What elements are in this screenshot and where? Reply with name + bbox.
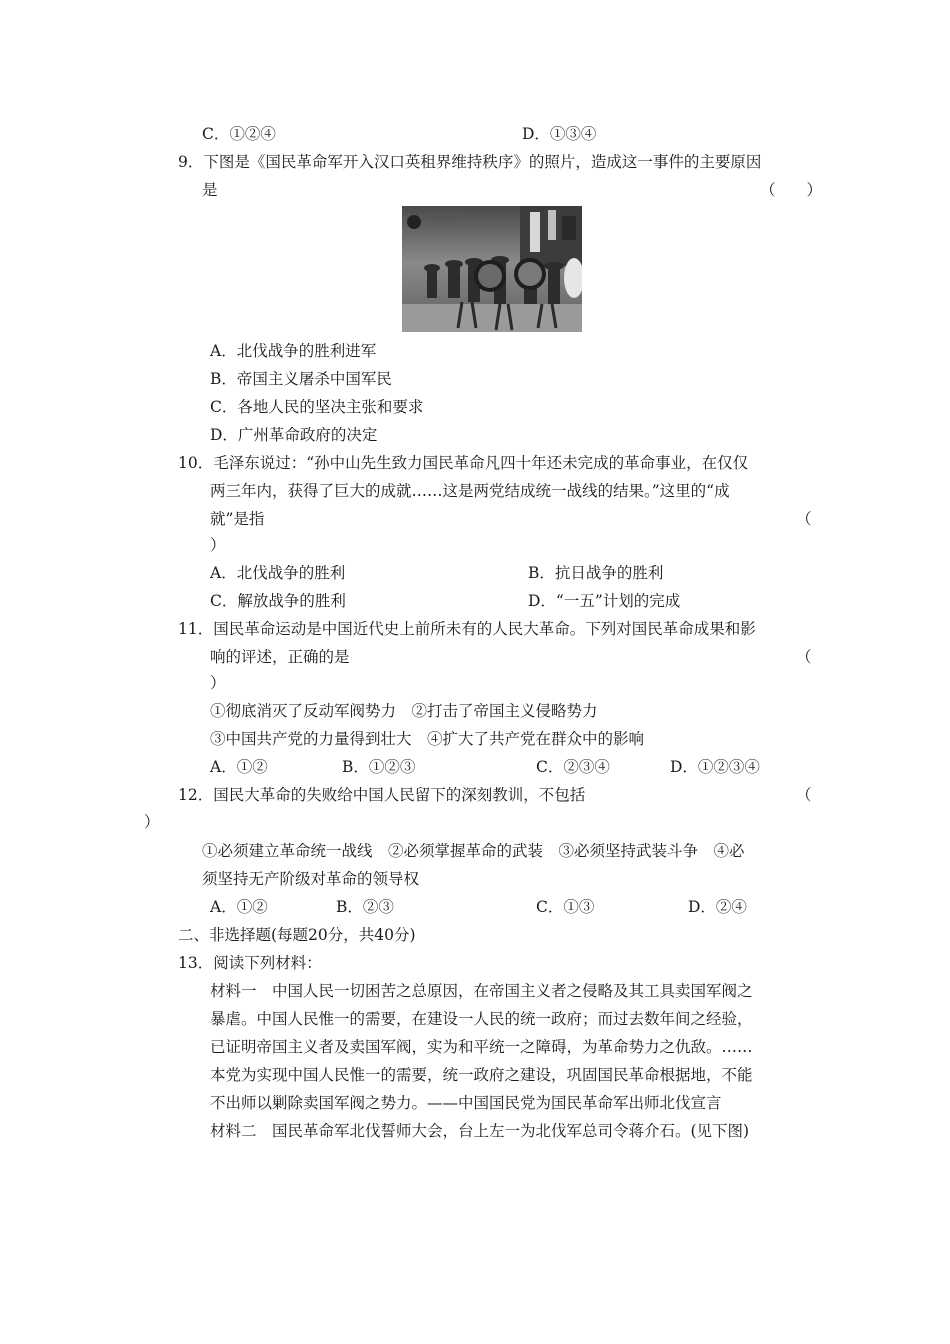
q10-option-b: B．抗日战争的胜利 — [528, 564, 664, 582]
q10-option-c: C．解放战争的胜利 — [210, 592, 346, 610]
q10-stem-line2: 两三年内，获得了巨大的成就……这是两党结成统一战线的结果。”这里的“成 — [210, 482, 730, 500]
q11-option-a: A．①② — [210, 758, 268, 776]
q13-material1-line3: 已证明帝国主义者及卖国军阀，实为和平统一之障碍，为革命势力之仇敌。…… — [210, 1038, 753, 1056]
q10-paren-open: （ — [796, 510, 812, 528]
q11-paren-open: （ — [796, 648, 812, 666]
q13-intro: 13．阅读下列材料： — [178, 954, 322, 972]
q9-photo — [402, 206, 582, 332]
q9-option-a: A．北伐战争的胜利进军 — [210, 342, 377, 360]
q12-stem-line1: 12．国民大革命的失败给中国人民留下的深刻教训，不包括 — [178, 786, 586, 804]
q9-option-b: B．帝国主义屠杀中国军民 — [210, 370, 392, 388]
q13-material1-line4: 本党为实现中国人民惟一的需要，统一政府之建设，巩固国民革命根据地，不能 — [210, 1066, 753, 1084]
q11-option-b: B．①②③ — [342, 758, 416, 776]
q9-stem-line2: 是 — [202, 181, 218, 199]
q10-paren-close: ） — [210, 536, 226, 554]
q9-answer-paren: （ ） — [760, 181, 823, 199]
q13-material1-line5: 不出师以剿除卖国军阀之势力。——中国国民党为国民革命军出师北伐宣言 — [210, 1094, 722, 1112]
q11-stem-line2: 响的评述，正确的是 — [210, 648, 350, 666]
q12-option-d: D．②④ — [688, 898, 747, 916]
q10-option-d: D．“一五”计划的完成 — [528, 592, 681, 610]
q13-material1-line1: 材料一 中国人民一切困苦之总原因，在帝国主义者之侵略及其工具卖国军阀之 — [210, 982, 753, 1000]
q11-stem-line1: 11．国民革命运动是中国近代史上前所未有的人民大革命。下列对国民革命成果和影 — [178, 620, 756, 638]
q9-option-d: D．广州革命政府的决定 — [210, 426, 378, 444]
q9-stem-line1: 9．下图是《国民革命军开入汉口英租界维持秩序》的照片，造成这一事件的主要原因 — [178, 153, 762, 171]
q9-option-c: C．各地人民的坚决主张和要求 — [210, 398, 424, 416]
q11-option-d: D．①②③④ — [670, 758, 760, 776]
q12-option-a: A．①② — [210, 898, 268, 916]
q12-option-c: C．①③ — [536, 898, 595, 916]
q11-paren-close: ） — [210, 674, 226, 692]
q12-paren-close: ） — [144, 813, 160, 831]
q11-option-c: C．②③④ — [536, 758, 610, 776]
q12-statement-line1: ①必须建立革命统一战线 ②必须掌握革命的武装 ③必须坚持武装斗争 ④必 — [202, 842, 745, 860]
q9-photo-image — [402, 206, 582, 332]
q11-statement-line2: ③中国共产党的力量得到壮大 ④扩大了共产党在群众中的影响 — [210, 730, 645, 748]
q12-statement-line2: 须坚持无产阶级对革命的领导权 — [202, 870, 420, 888]
q10-stem-line1: 10．毛泽东说过：“孙中山先生致力国民革命凡四十年还未完成的革命事业，在仅仅 — [178, 454, 749, 472]
q8-option-d: D．①③④ — [522, 125, 597, 143]
q12-paren-open: （ — [796, 786, 812, 804]
section2-heading: 二、非选择题(每题20分，共40分) — [178, 926, 416, 944]
q11-statement-line1: ①彻底消灭了反动军阀势力 ②打击了帝国主义侵略势力 — [210, 702, 598, 720]
q8-option-c: C．①②④ — [202, 125, 276, 143]
q13-material1-line2: 暴虐。中国人民惟一的需要，在建设一人民的统一政府；而过去数年间之经验， — [210, 1010, 753, 1028]
q10-option-a: A．北伐战争的胜利 — [210, 564, 346, 582]
q10-stem-line3: 就”是指 — [210, 510, 265, 528]
q13-material2-line1: 材料二 国民革命军北伐誓师大会，台上左一为北伐军总司令蒋介石。(见下图) — [210, 1122, 750, 1140]
q12-option-b: B．②③ — [336, 898, 394, 916]
